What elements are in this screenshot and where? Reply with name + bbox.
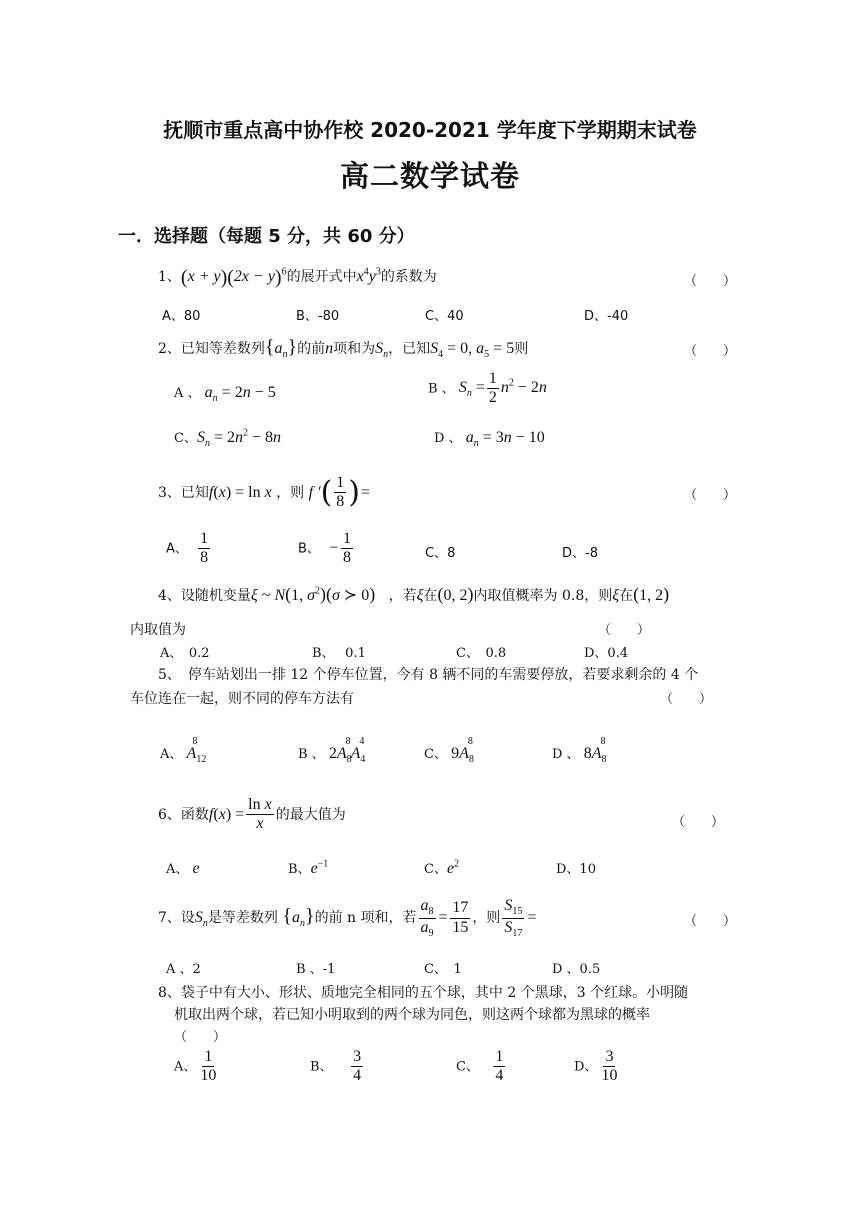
q6-option-d: D、10 [556,862,596,877]
question-3: 3、已知f(x) = ln x ，则 f ′( $\frac{1}{8}$ )= [158,474,371,511]
q4-option-b: B、 0.1 [312,646,366,661]
q5-option-c: C、 $9A_8^8$ [424,735,474,766]
q2-sequence: $\{a_n\}$ [264,336,298,361]
question-1 [158,266,437,287]
q6-option-c: C、$e^2$ [424,858,460,877]
q1-number: 1、 [158,269,181,285]
q8-option-c: C、 $\frac{1}{4}$ [456,1048,504,1085]
q4-option-d: D、0.4 [584,646,629,661]
q1-answer-blank: （ ） [684,274,737,289]
q8-line-2: 机取出两个球，若已知小明取到的两个球为同色，则这两个球都为黑球的概率 [174,1007,650,1023]
q8-option-d: D、 $\frac{3}{10}$ [574,1048,618,1085]
q4-answer-blank: （ ） [598,623,651,638]
q3-option-b: B、 − $\frac{1}{8}$ [298,530,351,567]
q4-option-a: A、 0.2 [160,646,210,661]
q7-option-b: B 、-1 [296,962,336,977]
question-7: 7、设$S_n$是等差数列 $\{a_n\}$的前 n 项和，若 $\frac{a_8}{a_9}$ = $\frac{17}{15}$ ，则 $\frac{S_{15}}{S_{17}}$ = [158,897,538,939]
q6-option-b: B、$e^{-1}$ [288,858,329,877]
question-4: 4、设随机变量ξ ~ N(1, $\sigma^2)(\sigma$ ≻ 0) ，若ξ在(0, 2)内取值概率为 0.8，则ξ在(1, 2) [158,584,670,604]
q6-answer-blank: （ ） [672,815,725,830]
q2-condition: $S_4 = 0$, $a_5 = 5$ [430,340,515,361]
q5-line-2: 车位连在一起，则不同的停车方法有 [130,691,354,707]
q8-line-1: 8、袋子中有大小、形状、质地完全相同的五个球，其中 2 个黑球，3 个红球。小明随 [158,985,689,1001]
q2-option-a: A 、 $a_n = 2n - 5$ [174,384,276,405]
q6-option-a: A、 e [166,860,200,877]
question-2: 2、已知等差数列$\{a_n\}$的前n项和为$S_n$，已知$S_4 = 0$, $a_5 = 5$则 [158,336,529,361]
q8-answer-blank: （ ） [174,1030,227,1045]
q1-option-b: B、-80 [296,309,340,324]
q1-option-d: D、-40 [584,309,629,324]
q3-answer-blank: （ ） [684,488,737,503]
q3-option-c: C、8 [425,546,456,561]
q1-term: $x^4y^3$ [356,266,381,285]
q4-line-2: 内取值为 [130,622,186,638]
q3-option-a: A、 $\frac{1}{8}$ [166,530,209,567]
q1-option-c: C、40 [425,309,464,324]
q1-stem-b: 的系数为 [380,269,437,285]
q7-option-c: C、 1 [424,962,462,977]
exam-school-header: 抚顺市重点高中协作校 2020-2021 学年度下学期期末试卷 [163,118,697,142]
exam-title: 高二数学试卷 [339,161,520,193]
q1-expression: $(x + y)(2x - y)^6$ [180,266,287,289]
q2-answer-blank: （ ） [684,344,737,359]
q5-line-1: 5、 停车站划出一排 12 个停车位置，今有 8 辆不同的车需要停放，若要求剩余的 4 个 [158,667,699,683]
q3-option-d: D、-8 [562,546,598,561]
q1-option-a: A、80 [162,309,201,324]
q7-answer-blank: （ ） [684,914,737,929]
q5-answer-blank: （ ） [660,692,713,707]
q7-option-d: D 、0.5 [552,962,601,977]
q8-option-a: A、 $\frac{1}{10}$ [174,1048,217,1085]
q7-option-a: A 、2 [166,962,201,977]
q5-option-a: A、 $A_{12}^8$ [160,735,207,766]
q8-option-b: B、 $\frac{3}{4}$ [310,1048,362,1085]
q5-option-b: B 、 $2A_8^8A_4^4$ [298,735,366,766]
section-title: 一．选择题（每题 5 分，共 60 分） [118,226,415,247]
q2-option-b: B 、 $S_n$ = $\frac{1}{2}$ $n^2 - 2n$ [428,370,547,407]
q3-function: f(x) = ln x [208,483,272,501]
q2-option-c: C、$S_n = 2n^2 - 8n$ [174,427,282,450]
q4-distribution: ξ ~ N(1, $\sigma^2)(\sigma$ ≻ 0) [250,584,376,604]
q4-option-c: C、 0.8 [456,646,507,661]
question-6: 6、函数f(x) = $\frac{\text{ln x}}{x}$ 的最大值为 [158,796,346,833]
q1-stem-a: 的展开式中 [286,269,357,285]
q2-option-d: D 、 $a_n = 3n - 10$ [434,429,545,450]
q5-option-d: D 、 $8A_8^8$ [552,735,607,766]
